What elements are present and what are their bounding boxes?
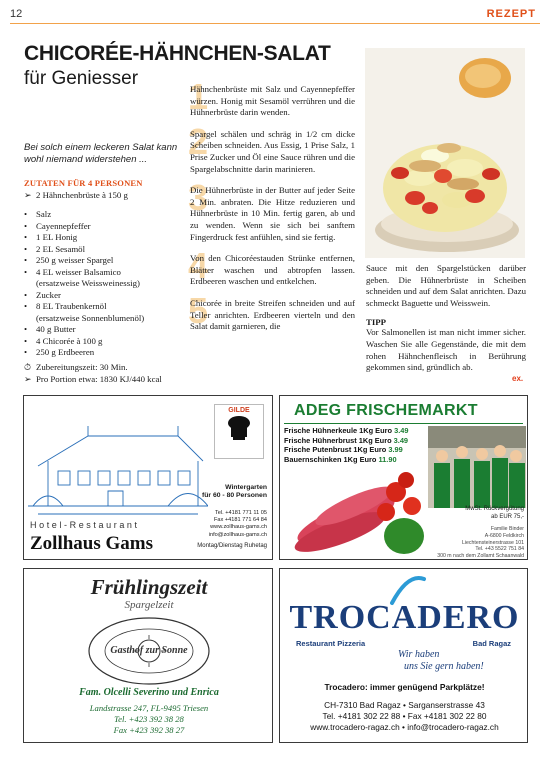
gilde-badge (214, 404, 264, 459)
item-price: 3.49 (394, 426, 409, 435)
zollhaus-contact (174, 510, 267, 539)
vat-refund (440, 506, 524, 521)
arrow-icon: ➢ (24, 374, 32, 384)
gasthof-contact (24, 703, 273, 736)
list-item (284, 445, 408, 455)
item-name: Frische Hühnerkeule 1Kg Euro (284, 426, 393, 435)
wintergarten-info (192, 484, 267, 500)
family-name: Familie Binder (490, 526, 524, 532)
gilde-label: GILDE (228, 407, 250, 414)
item-price: 3.99 (388, 445, 403, 455)
bullet-icon: • (24, 335, 28, 346)
ad-gasthof-zur-sonne[interactable] (23, 568, 273, 743)
step (188, 245, 355, 288)
parking-note: Trocadero: immer genügend Parkplätze! (324, 682, 485, 692)
list-item (24, 347, 184, 359)
address-text: Landstrasse 247, FL-9495 Triesen (89, 703, 209, 713)
vat-refund-label: MwSt. Rückvergütung (465, 506, 524, 512)
gasthof-ring-text: Gasthof zur Sonne (110, 645, 188, 656)
ingredient-text: Zucker (36, 289, 61, 300)
list-item (24, 301, 184, 313)
list-item (24, 209, 184, 221)
restaurant-type: Restaurant Pizzeria (296, 639, 366, 648)
phone-text: Tel. +43 5522 751 84 (475, 546, 524, 553)
ingredient-text: 4 EL weisser Balsamico (36, 266, 121, 277)
item-price: 3.49 (393, 435, 409, 445)
step-text: Von den Chicoréestauden Strünke entfernen, Blätter waschen und abtropfen lassen. Erdbeeren waschen und entkelchen. (190, 253, 355, 287)
step-text: Die Hühnerbrüste in der Butter auf jeder Seite 2 Min. anbraten. Die Hitze reduzieren und Hühnerbrüste in 10 Min. fertig garen, ab und zu wenden. Wenn sie sich bei sanftem Fingerdruck fest anfühlen, sind sie fertig. (190, 185, 355, 242)
ingredient-text: 250 g weisser Spargel (36, 255, 114, 265)
ingredient-note: (ersatzweise Sonnenblumenöl) (36, 312, 145, 323)
ingredient-text: 250 g Erdbeeren (36, 347, 95, 357)
list-item (284, 436, 408, 446)
website-link[interactable]: www.trocadero-ragaz.ch • info@trocadero-ragaz.ch (310, 722, 499, 732)
ingredient-text: 1 EL Honig (36, 232, 78, 242)
list-item (24, 221, 184, 233)
fax-text: Fax +423 392 38 27 (113, 725, 185, 735)
vat-refund-amount: ab EUR 75,- (490, 513, 524, 520)
ingredient-text: 2 EL Sesamöl (36, 243, 86, 254)
phone-text: Tel. +423 392 38 28 (114, 714, 184, 724)
page-number: 12 (10, 8, 23, 20)
ingredient-main (24, 190, 128, 202)
list-item (24, 336, 184, 348)
bullet-icon: • (24, 232, 28, 242)
fax-text: Fax +4181 771 64 84 (213, 517, 267, 524)
continuation-text: Sauce mit den Spargelstücken darüber geben. Die Hühnerbrüste in Scheiben schneiden und auf dem Salat anrichten. Dazu schmeckt Baguette und Weisswein. (366, 263, 526, 308)
list-item (284, 426, 408, 436)
item-name: Bauernschinken 1Kg Euro (284, 454, 377, 464)
recipe-continuation (366, 263, 526, 374)
clock-icon: ⏱ (24, 362, 31, 372)
address-text: CH-7310 Bad Ragaz • Sarganserstrasse 43 (324, 700, 485, 710)
ingredient-list (24, 209, 184, 359)
steps-column (188, 76, 355, 343)
adeg-divider (284, 423, 523, 424)
wintergarten-label: Wintergarten (225, 484, 267, 491)
section-label: REZEPT (486, 8, 536, 20)
step-number: 3 (188, 177, 209, 219)
phone-text: Tel. +4181 302 22 88 • Fax +4181 302 22 80 (322, 711, 487, 721)
ingredient-main-text: 2 Hähnchenbrüste à 150 g (36, 190, 128, 200)
step-text: Spargel schälen und schräg in 1/2 cm dicke Scheiben schneiden. Aus Essig, 1 Prise Salz, 1 Prise Zucker und Öl eine Sauce rühren und die Spargelabschnitte darin marinieren. (190, 128, 355, 174)
step (188, 289, 355, 333)
meat-photo (286, 462, 426, 556)
bullet-icon: • (24, 347, 28, 357)
list-item (24, 244, 184, 256)
ad-adeg-frischemarkt[interactable] (279, 395, 528, 560)
asparagus-subtitle: Spargelzeit (124, 599, 174, 611)
email-link[interactable]: info@zollhaus-gams.ch (208, 531, 267, 538)
tipp-text: Vor Salmonellen ist man nicht immer sicher. Waschen Sie alle Gegenstände, die mit dem rohen Hähnchenfleisch in Berührung gekommen sind, gründlich ab. (366, 327, 526, 373)
chef-hat-icon (224, 414, 254, 448)
step-text: Hähnchenbrüste mit Salz und Cayennepfeffer würzen. Honig mit Sesamöl verrühren und die Hühnerbrüste darin wenden. (190, 84, 355, 118)
bullet-icon: • (24, 255, 28, 265)
hotel-illustration (28, 406, 208, 516)
slogan-line: Wir haben (398, 649, 440, 660)
step-number: 2 (188, 120, 209, 162)
closed-days: Montag/Dienstag Ruhetag (197, 543, 267, 549)
trocadero-contact (280, 700, 528, 733)
step-number: 4 (188, 245, 209, 287)
step (188, 120, 355, 175)
bullet-icon: • (24, 301, 28, 311)
owner-names: Fam. Olcelli Severino und Enrica (79, 687, 219, 698)
restaurant-city: Bad Ragaz (472, 639, 511, 648)
list-item (24, 267, 184, 279)
bullet-icon: • (24, 220, 28, 231)
per-portion-text: Pro Portion etwa: 1830 KJ/440 kcal (36, 374, 162, 384)
ad-zollhaus-gams[interactable] (23, 395, 273, 560)
header-divider (10, 23, 540, 24)
salad-photo (365, 48, 525, 258)
distance-text: 300 m nach dem Zollamt Schaanwald (437, 553, 524, 560)
prep-time (24, 362, 128, 374)
bullet-icon: • (24, 289, 28, 300)
bullet-icon: • (24, 324, 28, 334)
trocadero-logo: TROCADERO (289, 599, 520, 636)
street-text: Liechtensteinerstrasse 101 (462, 539, 524, 546)
item-name: Frische Putenbrust 1Kg Euro (284, 445, 387, 455)
bullet-icon: • (24, 209, 28, 219)
list-item (24, 324, 184, 336)
prep-time-text: Zubereitungszeit: 30 Min. (36, 362, 128, 372)
item-price: 11.90 (378, 454, 397, 464)
persons-label: für 60 - 80 Personen (202, 492, 267, 499)
per-portion (24, 374, 162, 386)
tipp-heading: TIPP (366, 317, 387, 328)
slogan-line: uns Sie gern haben! (404, 661, 484, 672)
ingredient-text: Salz (36, 209, 52, 219)
ingredient-text: 8 EL Traubenkernöl (36, 301, 107, 311)
recipe-subtitle: für Geniesser (24, 68, 139, 89)
step-text: Chicorée in breite Streifen schneiden und auf Teller anrichten. Erdbeeren vierteln und den Salat damit garnieren, die (190, 297, 355, 332)
ingredient-text: 40 g Butter (36, 324, 76, 334)
recipe-title: CHICORÉE-HÄHNCHEN-SALAT (24, 42, 331, 65)
price-list (284, 426, 408, 464)
hotel-name: Zollhaus Gams (30, 533, 154, 554)
slogan (398, 649, 484, 673)
ingredient-text: 4 Chicorée à 100 g (36, 335, 103, 346)
ad-trocadero[interactable] (279, 568, 528, 743)
item-name: Frische Hühnerbrust 1Kg Euro (284, 435, 392, 445)
city-text: A-6800 Feldkirch (484, 532, 524, 539)
staff-photo (428, 426, 526, 508)
ingredient-note: (ersatzweise Weissweinessig) (36, 278, 140, 288)
step-number: 5 (188, 289, 209, 331)
adeg-contact (420, 526, 524, 560)
ingredient-text: Cayennepfeffer (36, 220, 91, 231)
arrow-icon: ➢ (24, 190, 32, 200)
bullet-icon: • (24, 266, 28, 277)
phone-text: Tel. +4181 771 11 05 (215, 510, 267, 516)
adeg-headline: ADEG FRISCHEMARKT (294, 402, 478, 419)
list-item (24, 232, 184, 244)
ingredients-heading: ZUTATEN FÜR 4 PERSONEN (24, 178, 143, 188)
bullet-icon: • (24, 243, 28, 254)
list-item (24, 255, 184, 267)
website-link[interactable]: www.zollhaus-gams.ch (210, 524, 267, 531)
step-number: 1 (188, 76, 209, 117)
step (188, 177, 355, 243)
recipe-intro: Bei solch einem leckeren Salat kann wohl niemand widerstehen ... (24, 142, 178, 165)
spring-title: Frühlingszeit (90, 575, 208, 599)
list-item (24, 290, 184, 302)
hotel-restaurant-label: Hotel-Restaurant (30, 520, 140, 530)
publisher-logo: ex. (512, 374, 524, 383)
step (188, 76, 355, 119)
